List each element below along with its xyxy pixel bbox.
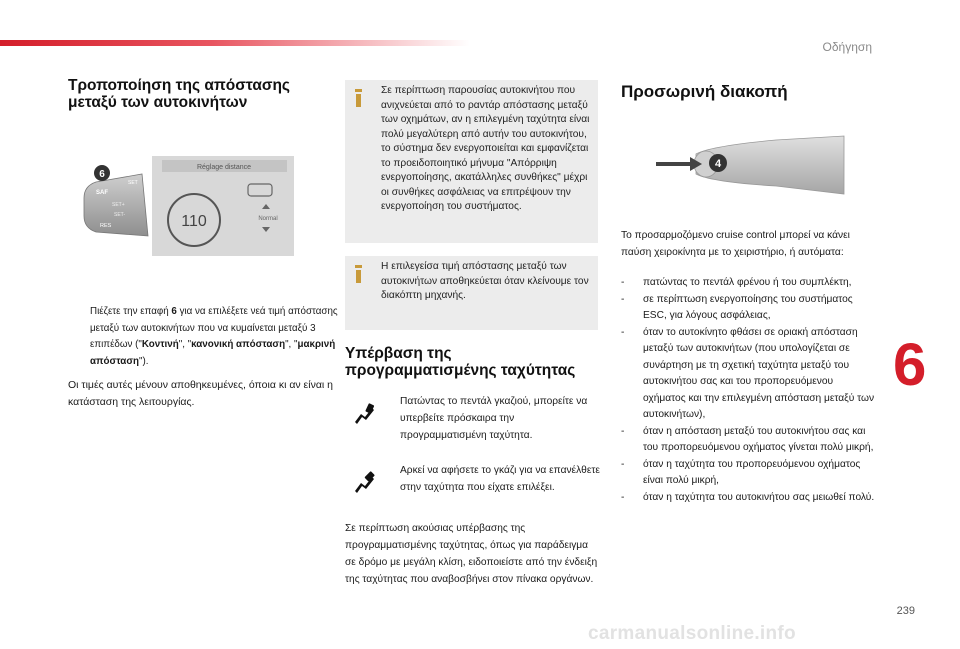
chapter-number: 6 (893, 331, 927, 398)
accelerator-press-icon (352, 402, 376, 426)
list-item: - σε περίπτωση ενεργοποίησης του συστήματος ESC, για λόγους ασφάλειας, (621, 293, 853, 321)
stalk-label-set: SET (128, 180, 138, 186)
distance-setting-figure (82, 156, 297, 256)
info-box-memory-text: Η επιλεγείσα τιμή απόστασης μεταξύ των αυτοκινήτων αποθηκεύεται όταν κλείνουμε τον διακόπτη μηχανής. (381, 261, 589, 301)
info-box-radar-text: Σε περίπτωση παρουσίας αυτοκινήτου που ανιχνεύεται από το ραντάρ απόστασης μεταξύ των οχημάτων, αν η επιλεγμένη ταχύτητα είναι πολύ μεγαλύτερη από αυτήν του αυτοκινήτου, το σύστημα δεν ενεργοποιείται και εμφανίζεται το προειδοποιητικό μήνυμα "Απόρριψη ενεργοποίησης, ακατάλληλες συνθήκες" μέχρι οι συνθήκες ασφάλειας να επιτρέψουν την ενεργοποίηση του συστήματος. (381, 85, 590, 212)
pause-intro: Το προσαρμοζόμενο cruise control μπορεί να κάνει παύση χειροκίνητα με το χειριστήριο, ή αυτόματα: (621, 230, 850, 258)
stalk-label-res: RES (100, 223, 112, 229)
release-pedal-text: Αρκεί να αφήσετε το γκάζι για να επανέλθετε στην ταχύτητα που είχατε επιλέξει. (400, 465, 600, 493)
distance-level-label: Normal (258, 216, 278, 222)
accelerator-release-icon (352, 471, 376, 495)
memory-note: Οι τιμές αυτές μένουν αποθηκευμένες, όποια κι αν είναι η κατάσταση της λειτουργίας. (68, 379, 333, 408)
press-pedal-text: Πατώντας το πεντάλ γκαζιού, μπορείτε να υπερβείτε πρόσκαιρα την προγραμματισμένη ταχύτητα. (400, 396, 588, 441)
list-item: - πατώντας το πεντάλ φρένου ή του συμπλέκτη, (621, 277, 852, 288)
stalk-label-set-minus: SET- (114, 212, 126, 218)
distance-section-title: Τροποποίηση της απόστασης μεταξύ των αυτοκινήτων (68, 77, 290, 111)
header-accent-bar (0, 40, 470, 46)
info-icon (355, 265, 363, 283)
list-item: - όταν η ταχύτητα του προπορευόμενου οχήματος είναι πολύ μικρή, (621, 458, 861, 486)
callout-badge-4-label: 4 (714, 158, 722, 170)
display-title: Réglage distance (196, 164, 252, 171)
pause-conditions-list (621, 275, 876, 506)
stalk-label-saf: SAF (96, 190, 108, 196)
watermark: carmanualsonline.info (588, 623, 796, 644)
list-item: - όταν το αυτοκίνητο φθάσει σε οριακή απόσταση μεταξύ των αυτοκινήτων (που υπολογίζεται σε συνάρτηση με τη σχετική ταχύτητα μεταξύ του αυτοκινήτου σας και του προπορευόμενου οχήματος και την επιλεγμένη απόσταση μεταξύ των αυτοκινήτων), (621, 326, 875, 420)
info-icon (355, 89, 363, 107)
page-number: 239 (896, 605, 915, 617)
distance-instruction (68, 304, 338, 370)
speed-value: 110 (181, 213, 207, 230)
section-name: Οδήγηση (822, 40, 872, 54)
stalk-label-set-plus: SET+ (112, 202, 125, 208)
info-box-radar (345, 80, 598, 243)
list-item: - όταν η ταχύτητα του αυτοκινήτου σας μειωθεί πολύ. (621, 491, 875, 503)
pause-section-title: Προσωρινή διακοπή (621, 82, 788, 101)
pause-figure (656, 124, 846, 204)
callout-badge-6-label: 6 (99, 169, 105, 180)
instruction-text: Πιέζετε την επαφή 6 για να επιλέξετε νεά τιμή απόστασης μεταξύ των αυτοκινήτων που να κυμαίνεται μεταξύ 3 επιπέδων ("Κοντινή", "κανονική απόσταση", "μακρινή απόσταση"). (90, 306, 338, 367)
override-section-title: Υπέρβαση της προγραμματισμένης ταχύτητας (345, 345, 576, 379)
list-item: - όταν η απόσταση μεταξύ του αυτοκινήτου σας και του προπορευόμενου οχήματος γίνεται πολύ μικρή, (621, 425, 874, 453)
override-note: Σε περίπτωση ακούσιας υπέρβασης της προγραμματισμένης ταχύτητας, όπως για παράδειγμα σε δρόμο με μεγάλη κλίση, ειδοποιείστε από την ένδειξη της ταχύτητας που αναβοσβήνει στον πίνακα οργάνων. (345, 523, 598, 585)
info-box-memory (345, 256, 598, 330)
